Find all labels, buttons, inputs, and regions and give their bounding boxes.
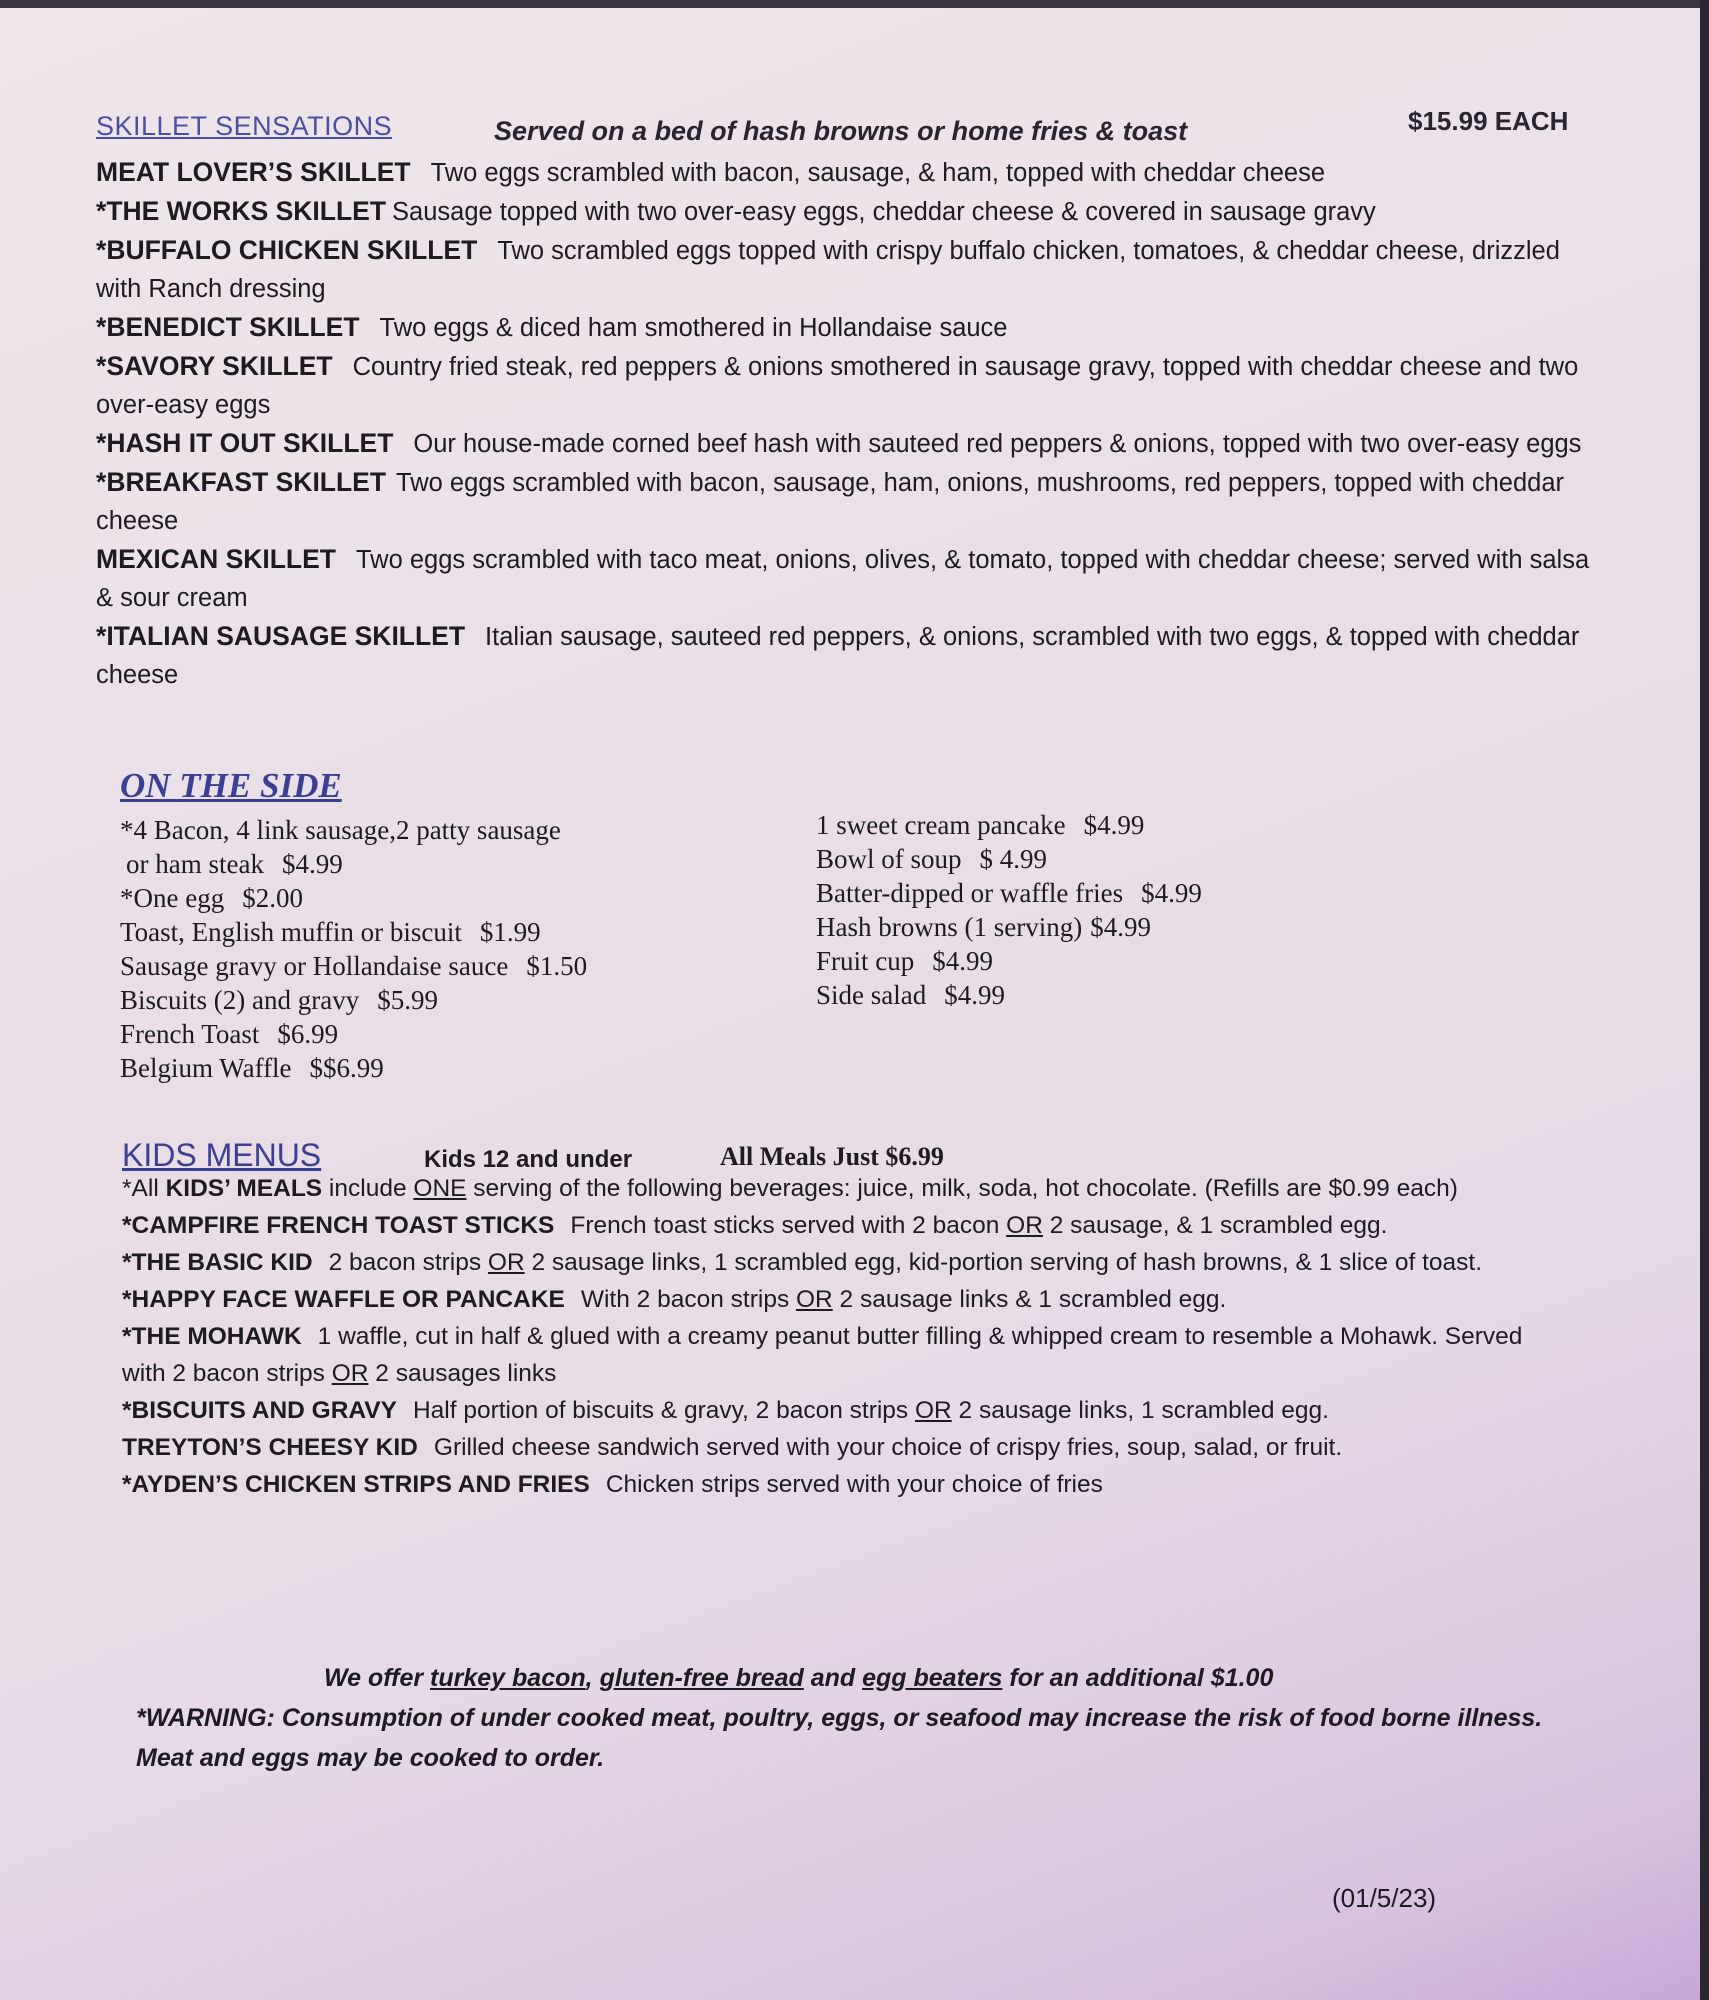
side-item-price: $4.99: [1090, 912, 1151, 942]
offer-text: for an additional $1.00: [1002, 1664, 1274, 1692]
side-item-name: French Toast: [120, 1019, 260, 1049]
item-description: Sausage topped with two over-easy eggs, cheddar cheese & covered in sausage gravy: [392, 198, 1376, 226]
side-item-name: *4 Bacon, 4 link sausage,2 patty sausage: [120, 815, 561, 845]
offer-text: and: [803, 1664, 863, 1692]
side-item-name: Hash browns (1 serving): [816, 912, 1083, 942]
side-item-name: Sausage gravy or Hollandaise sauce: [120, 951, 509, 981]
side-item-price: $4.99: [1083, 810, 1145, 840]
item-description: [606, 1471, 1103, 1498]
side-item: [120, 1051, 720, 1085]
note-text: serving of the following beverages: juice, milk, soda, hot chocolate. (Refills are $0.99 each): [466, 1175, 1458, 1202]
kids-age-note: Kids 12 and under: [424, 1146, 633, 1173]
desc-text: With 2 bacon strips: [580, 1286, 796, 1313]
offer-text: We offer: [324, 1664, 431, 1692]
note-text: *All: [122, 1175, 166, 1202]
desc-text: 2 bacon strips: [328, 1249, 488, 1276]
sides-right-column: [816, 808, 1416, 1012]
side-item-price: $4.99: [281, 849, 343, 879]
side-item-price: $1.50: [526, 951, 588, 981]
item-description: [434, 1434, 1342, 1461]
item-description: Italian sausage, sauteed red peppers, & onions, scrambled with two eggs, & topped with cheddar cheese: [96, 623, 1580, 689]
item-name: *THE WORKS SKILLET: [96, 196, 387, 226]
kids-item: [122, 1318, 1572, 1392]
note-bold: KIDS’ MEALS: [165, 1175, 323, 1202]
item-name: *THE BASIC KID: [122, 1249, 313, 1276]
menu-item: [96, 308, 1596, 347]
food-safety-warning: *WARNING: Consumption of under cooked meat, poultry, eggs, or seafood may increase the risk of food borne illness. Meat and eggs may be cooked to order.: [136, 1704, 1543, 1772]
kids-item: [122, 1466, 1572, 1503]
side-item: [816, 944, 1416, 978]
side-item: [120, 1017, 720, 1051]
desc-text: 2 sausage links & 1 scrambled egg.: [832, 1286, 1227, 1313]
item-description: [413, 1397, 1329, 1424]
item-description: Two eggs scrambled with bacon, sausage, ham, onions, mushrooms, red peppers, topped with cheddar cheese: [96, 469, 1565, 535]
item-description: Our house-made corned beef hash with sauteed red peppers & onions, topped with two over-easy eggs: [413, 430, 1582, 458]
kids-item: [122, 1207, 1572, 1244]
side-item-price: $4.99: [944, 980, 1005, 1010]
item-name: *BREAKFAST SKILLET: [96, 467, 387, 497]
item-name: *CAMPFIRE FRENCH TOAST STICKS: [122, 1212, 555, 1239]
side-item-price: $1.99: [479, 917, 541, 947]
item-name: *ITALIAN SAUSAGE SKILLET: [96, 621, 466, 651]
item-name: *BENEDICT SKILLET: [96, 312, 360, 342]
item-name: *BUFFALO CHICKEN SKILLET: [96, 235, 478, 265]
item-name: *HAPPY FACE WAFFLE OR PANCAKE: [122, 1286, 565, 1313]
item-name: *SAVORY SKILLET: [96, 351, 333, 381]
desc-text: Chicken strips served with your choice of fries: [605, 1471, 1103, 1498]
item-description: [329, 1249, 1482, 1276]
side-item-name: Fruit cup: [816, 946, 915, 976]
item-description: Two eggs scrambled with taco meat, onions, olives, & tomato, topped with cheddar cheese; served with salsa & sour cream: [96, 546, 1590, 612]
item-description: Two eggs & diced ham smothered in Hollandaise sauce: [379, 314, 1008, 342]
sides-left-column: [120, 813, 720, 1085]
revision-date: (01/5/23): [1332, 1883, 1437, 1913]
side-item-name: *One egg: [120, 883, 225, 913]
page-edge: [1700, 0, 1709, 2000]
kids-price-note: All Meals Just $6.99: [720, 1142, 944, 1171]
or-word: OR: [915, 1397, 952, 1424]
skillet-heading: SKILLET SENSATIONS: [96, 111, 393, 141]
item-description: Two scrambled eggs topped with crispy buffalo chicken, tomatoes, & cheddar cheese, drizzled with Ranch dressing: [96, 237, 1560, 303]
side-item: [120, 813, 720, 847]
item-description: Country fried steak, red peppers & onions smothered in sausage gravy, topped with cheddar cheese and two over-easy eggs: [96, 353, 1579, 419]
menu-item: [96, 347, 1596, 424]
note-underline: ONE: [413, 1175, 467, 1202]
side-item-price: $$6.99: [309, 1053, 384, 1083]
side-item-price: $4.99: [932, 946, 993, 976]
side-item: [816, 842, 1416, 876]
side-item: [816, 808, 1416, 842]
menu-item: [96, 463, 1596, 540]
kids-heading: KIDS MENUS: [122, 1137, 322, 1173]
desc-text: 2 sausage links, 1 scrambled egg.: [951, 1397, 1329, 1424]
kids-item: [122, 1244, 1572, 1281]
offer-text: ,: [585, 1664, 600, 1692]
side-item: [120, 983, 720, 1017]
item-description: [570, 1212, 1387, 1239]
item-name: TREYTON’S CHEESY KID: [122, 1434, 418, 1461]
menu-item: [96, 540, 1596, 617]
item-name: *BISCUITS AND GRAVY: [122, 1397, 397, 1424]
item-name: *HASH IT OUT SKILLET: [96, 428, 394, 458]
offer-underline: egg beaters: [862, 1664, 1003, 1692]
desc-text: 2 sausages links: [368, 1360, 557, 1387]
side-item-name: Belgium Waffle: [120, 1053, 292, 1083]
offer-underline: turkey bacon: [430, 1664, 586, 1692]
or-word: OR: [796, 1286, 833, 1313]
kids-beverage-note: [122, 1170, 1572, 1207]
desc-text: Half portion of biscuits & gravy, 2 bacon strips: [412, 1397, 915, 1424]
side-item-price: $5.99: [377, 985, 438, 1015]
kids-item: [122, 1281, 1572, 1318]
menu-item: [96, 192, 1596, 231]
item-description: Two eggs scrambled with bacon, sausage, & ham, topped with cheddar cheese: [430, 159, 1326, 187]
desc-text: Grilled cheese sandwich served with your choice of crispy fries, soup, salad, or fruit.: [433, 1434, 1343, 1461]
skillet-list: [96, 153, 1596, 694]
or-word: OR: [331, 1360, 369, 1387]
side-item: [816, 910, 1416, 944]
note-text: include: [322, 1175, 414, 1202]
side-item: [120, 847, 720, 881]
menu-item: [96, 424, 1596, 463]
sides-heading: ON THE SIDE: [120, 766, 342, 805]
item-name: MEXICAN SKILLET: [96, 544, 336, 574]
menu-item: [96, 231, 1596, 308]
side-item-name: Toast, English muffin or biscuit: [120, 917, 462, 947]
kids-item: [122, 1429, 1572, 1466]
or-word: OR: [487, 1249, 525, 1276]
item-name: MEAT LOVER’S SKILLET: [96, 157, 411, 187]
side-item-name: 1 sweet cream pancake: [816, 810, 1066, 840]
desc-text: 2 sausage links, 1 scrambled egg, kid-portion serving of hash browns, & 1 slice of toast.: [524, 1249, 1483, 1276]
side-item-name: Batter-dipped or waffle fries: [816, 878, 1124, 908]
menu-page: [0, 8, 1700, 2000]
item-description: [122, 1323, 1522, 1387]
offer-underline: gluten-free bread: [599, 1664, 804, 1692]
side-item-name: Biscuits (2) and gravy: [120, 985, 360, 1015]
item-description: [581, 1286, 1226, 1313]
desc-text: 1 waffle, cut in half & glued with a creamy peanut butter filling & whipped cream to resemble a Mohawk. Served with 2 bacon strips: [122, 1323, 1523, 1387]
side-item: [816, 978, 1416, 1012]
item-name: *THE MOHAWK: [122, 1323, 302, 1350]
skillet-price: $15.99 EACH: [1408, 106, 1569, 136]
desc-text: French toast sticks served with 2 bacon: [570, 1212, 1007, 1239]
side-item-name: or ham steak: [126, 849, 264, 879]
side-item-price: $ 4.99: [979, 844, 1048, 874]
item-name: *AYDEN’S CHICKEN STRIPS AND FRIES: [122, 1471, 590, 1498]
kids-list: [122, 1170, 1572, 1503]
side-item-name: Bowl of soup: [816, 844, 962, 874]
side-item-price: $6.99: [277, 1019, 339, 1049]
menu-item: [96, 617, 1596, 694]
side-item: [816, 876, 1416, 910]
side-item-price: $2.00: [242, 883, 303, 913]
menu-item: [96, 153, 1596, 192]
or-word: OR: [1006, 1212, 1043, 1239]
kids-item: [122, 1392, 1572, 1429]
substitution-offer: [324, 1664, 1273, 1693]
side-item-price: $4.99: [1141, 878, 1202, 908]
side-item: [120, 915, 720, 949]
skillet-tagline: Served on a bed of hash browns or home fries & toast: [494, 116, 1188, 146]
side-item-name: Side salad: [816, 980, 927, 1010]
desc-text: 2 sausage, & 1 scrambled egg.: [1042, 1212, 1388, 1239]
side-item: [120, 949, 720, 983]
side-item: [120, 881, 720, 915]
